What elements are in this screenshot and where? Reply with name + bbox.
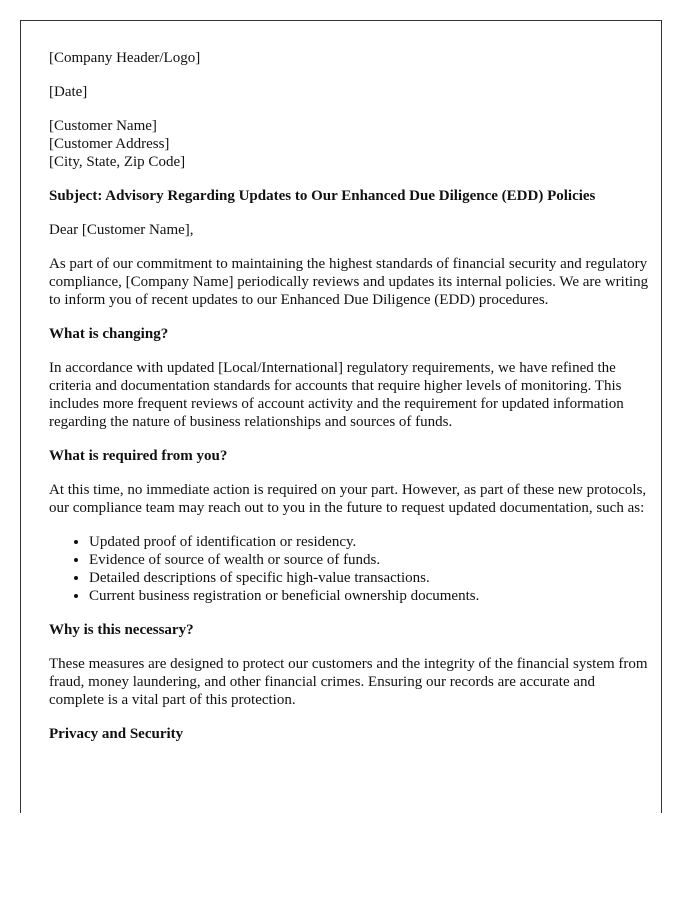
company-header: [Company Header/Logo]	[49, 50, 201, 66]
required-documents-list	[49, 533, 649, 605]
recipient-city: [City, State, Zip Code]	[49, 154, 186, 170]
list-item: • Evidence of source of wealth or source of funds.	[89, 551, 649, 569]
section-heading-privacy: Privacy and Security	[49, 726, 184, 742]
list-item: • Updated proof of identification or residency.	[89, 533, 649, 551]
list-item: • Detailed descriptions of specific high-value transactions.	[89, 569, 649, 587]
recipient-street: [Customer Address]	[49, 136, 170, 152]
section-body-changes: In accordance with updated [Local/International] regulatory requirements, we have refined the criteria and documentation standards for accounts that require higher levels of monitoring. This includes more frequent reviews of account activity and the requirement for updated information regarding the nature of business relationships and sources of funds.	[49, 360, 624, 430]
list-item: • Current business registration or beneficial ownership documents.	[89, 587, 649, 605]
subject-line: Subject: Advisory Regarding Updates to Our Enhanced Due Diligence (EDD) Policies	[49, 188, 596, 204]
section-body-why: These measures are designed to protect our customers and the integrity of the financial system from fraud, money laundering, and other financial crimes. Ensuring our records are accurate and complete is a vital part of this protection.	[49, 656, 648, 708]
letter-page	[20, 20, 662, 813]
salutation: Dear [Customer Name],	[49, 222, 194, 238]
section-heading-why: Why is this necessary?	[49, 622, 194, 638]
section-body-required: At this time, no immediate action is required on your part. However, as part of these new protocols, our compliance team may reach out to you in the future to request updated documentation, such as:	[49, 482, 647, 516]
recipient-name: [Customer Name]	[49, 118, 157, 134]
section-heading-required: What is required from you?	[49, 448, 228, 464]
section-heading-changes: What is changing?	[49, 326, 169, 342]
recipient-address	[49, 117, 649, 171]
intro-paragraph: As part of our commitment to maintaining the highest standards of financial security and regulatory compliance, [Company Name] periodically reviews and updates its internal policies. We are writing to inform you of recent updates to our Enhanced Due Diligence (EDD) procedures.	[49, 256, 649, 308]
letter-date: [Date]	[49, 84, 88, 100]
